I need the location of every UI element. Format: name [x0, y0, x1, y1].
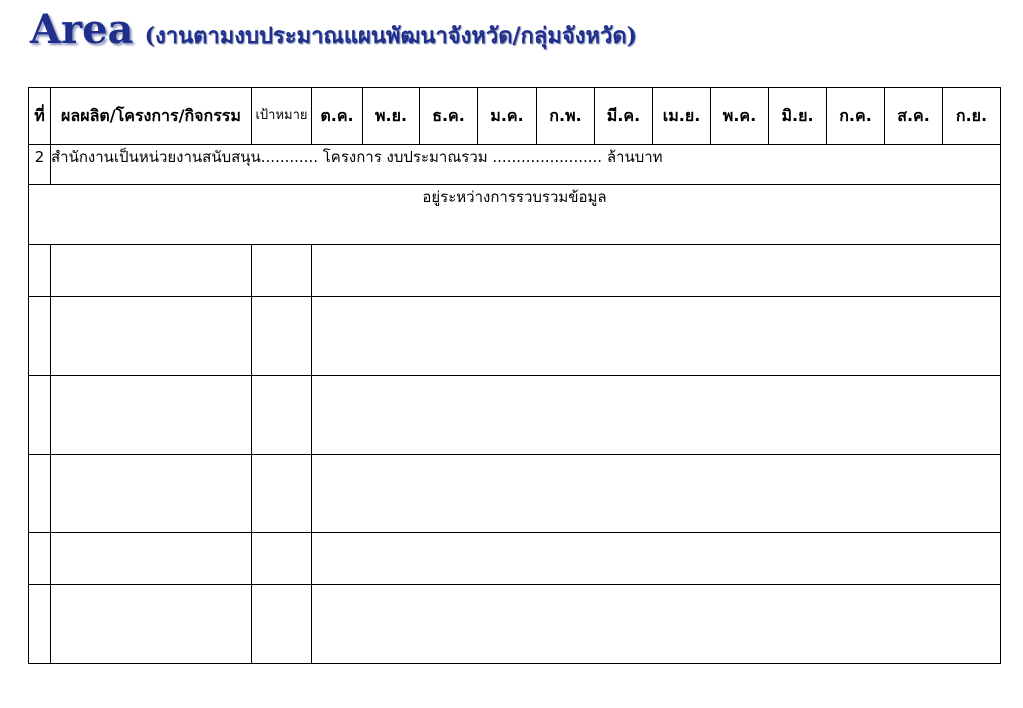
row-info: สำนักงานเป็นหน่วยงานสนับสนุน............ โครงการ งบประมาณรวม ....................... ล้านบาท — [51, 145, 1001, 185]
cell-product — [51, 376, 252, 455]
row-number: 2 — [29, 145, 51, 185]
header-no: ที่ — [29, 88, 51, 145]
cell-target — [252, 585, 312, 664]
status-note: อยู่ระหว่างการรวบรวมข้อมูล — [29, 185, 1001, 245]
plan-table — [28, 87, 1001, 664]
header-month-oct: ต.ค. — [312, 88, 363, 145]
cell-product — [51, 245, 252, 297]
header-month-mar: มี.ค. — [595, 88, 653, 145]
cell-no — [29, 245, 51, 297]
cell-months — [312, 376, 1001, 455]
header-month-aug: ส.ค. — [885, 88, 943, 145]
table-row — [29, 245, 1001, 297]
cell-target — [252, 297, 312, 376]
header-product: ผลผลิต/โครงการ/กิจกรรม — [51, 88, 252, 145]
cell-target — [252, 245, 312, 297]
cell-months — [312, 585, 1001, 664]
title-subtitle: (งานตามงบประมาณแผนพัฒนาจังหวัด/กลุ่มจังหวัด) — [144, 23, 638, 49]
table-row — [29, 376, 1001, 455]
table-row — [29, 185, 1001, 245]
header-month-jan: ม.ค. — [478, 88, 537, 145]
header-month-jun: มิ.ย. — [769, 88, 827, 145]
cell-target — [252, 455, 312, 533]
table-row — [29, 533, 1001, 585]
cell-no — [29, 297, 51, 376]
cell-months — [312, 245, 1001, 297]
title-main: Area — [30, 6, 134, 53]
header-month-dec: ธ.ค. — [420, 88, 478, 145]
header-month-feb: ก.พ. — [537, 88, 595, 145]
cell-product — [51, 455, 252, 533]
cell-months — [312, 455, 1001, 533]
cell-no — [29, 585, 51, 664]
header-month-sep: ก.ย. — [943, 88, 1001, 145]
header-row — [29, 88, 1001, 145]
cell-product — [51, 585, 252, 664]
cell-months — [312, 297, 1001, 376]
cell-months — [312, 533, 1001, 585]
table-row — [29, 297, 1001, 376]
page-title — [30, 6, 637, 56]
header-month-nov: พ.ย. — [363, 88, 420, 145]
cell-product — [51, 533, 252, 585]
cell-no — [29, 376, 51, 455]
cell-product — [51, 297, 252, 376]
table-row — [29, 145, 1001, 185]
header-month-jul: ก.ค. — [827, 88, 885, 145]
table-row — [29, 455, 1001, 533]
header-month-apr: เม.ย. — [653, 88, 711, 145]
header-target: เป้าหมาย — [252, 88, 312, 145]
cell-target — [252, 533, 312, 585]
cell-no — [29, 455, 51, 533]
cell-target — [252, 376, 312, 455]
header-month-may: พ.ค. — [711, 88, 769, 145]
table-row — [29, 585, 1001, 664]
cell-no — [29, 533, 51, 585]
